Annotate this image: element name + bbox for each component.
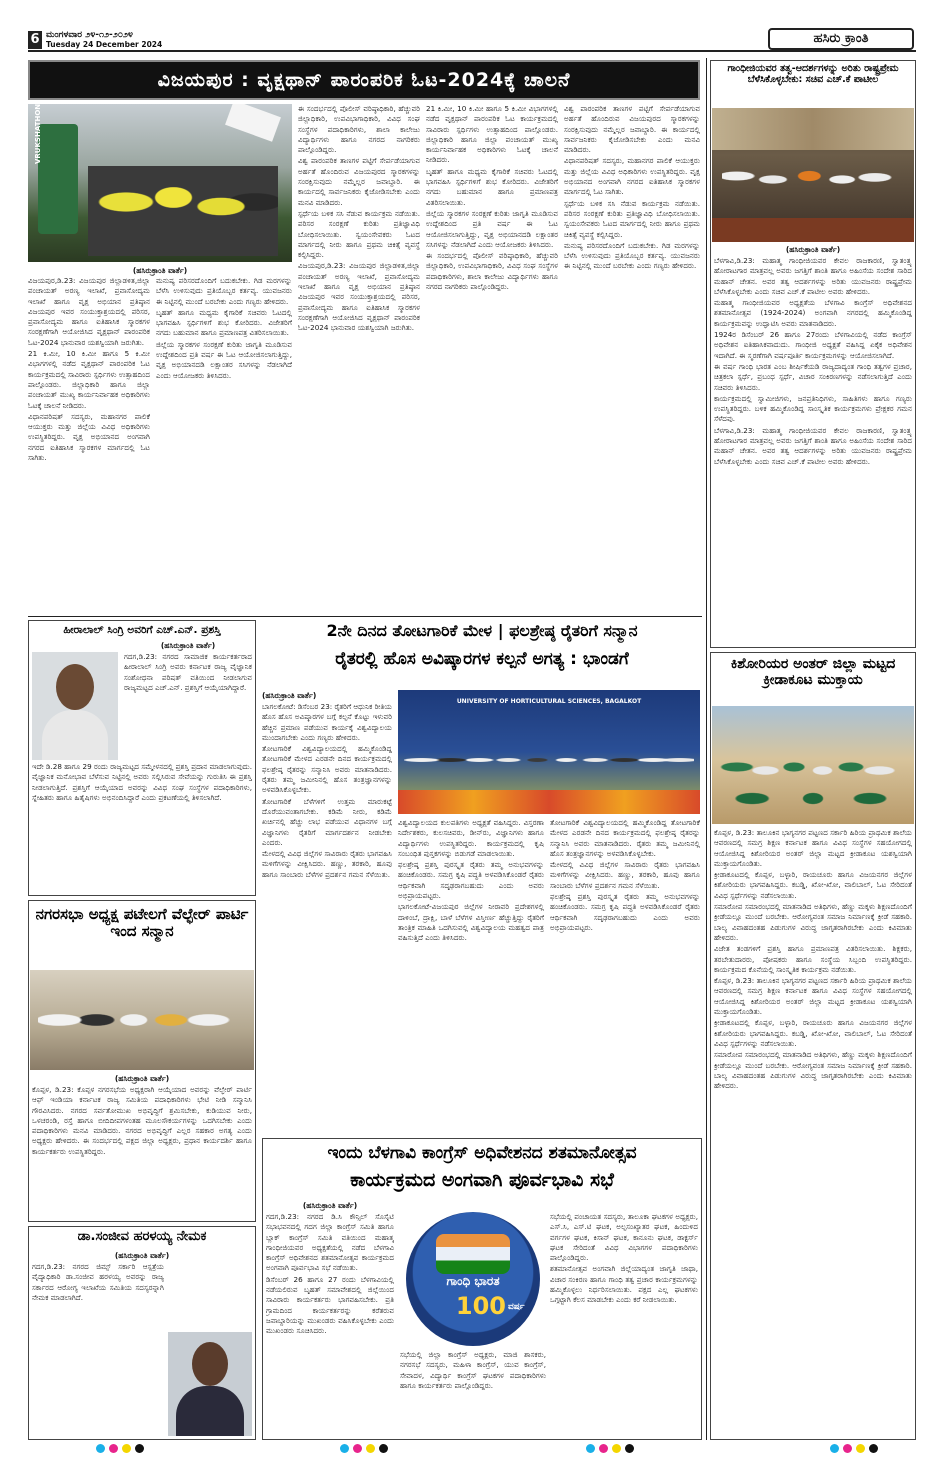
registration-dot	[366, 1444, 375, 1453]
thota-para-2: ತೋಟಗಾರಿಕೆ ವಿಶ್ವವಿದ್ಯಾಲಯದಲ್ಲಿ ಹಮ್ಮಿಕೊಂಡಿದ್ದ ತೋಟಗಾರಿಕೆ ಮೇಳದ ಎರಡನೇ ದಿನದ ಕಾರ್ಯಕ್ರಮದಲ್ಲಿ ಫಲಶ್ರೇಷ್ಠ ರೈತರನ್ನು ಸನ್ಮಾನಿಸಿ ಅವರು ಮಾತನಾಡಿದರು. ರೈತರು ತಮ್ಮ ಜಮೀನಿನಲ್ಲಿ ಹೊಸ ತಂತ್ರಜ್ಞಾನಗಳನ್ನು ಅಳವಡಿಸಿಕೊಳ್ಳಬೇಕು.	[262, 744, 392, 795]
registration-dot	[96, 1444, 105, 1453]
congress-col-1	[266, 1212, 394, 1436]
thota-para-6-cont: ಫಲಶ್ರೇಷ್ಠ ಪ್ರಶಸ್ತಿ ಪುರಸ್ಕೃತ ರೈತರು ತಮ್ಮ ಅನುಭವಗಳನ್ನು ಹಂಚಿಕೊಂಡರು. ಸಮಗ್ರ ಕೃಷಿ ಪದ್ಧತಿ ಅಳವಡಿಸಿಕೊಂಡರೆ ರೈತರು ಆರ್ಥಿಕವಾಗಿ ಸದೃಢರಾಗಬಹುದು ಎಂದು ಅವರು ಅಭಿಪ್ರಾಯಪಟ್ಟರು.	[550, 892, 700, 932]
congress-col-3	[550, 1212, 698, 1436]
congress-credit: (ಹಸಿರುಕ್ರಾಂತಿ ವಾರ್ತೆ)	[302, 1201, 358, 1210]
registration-dot	[340, 1444, 349, 1453]
gandhi-para-5: ಕಾರ್ಯಕ್ರಮದಲ್ಲಿ ಸ್ವಾಮೀಜಿಗಳು, ಜನಪ್ರತಿನಿಧಿಗಳು, ಸಾಹಿತಿಗಳು ಹಾಗೂ ಗಣ್ಯರು ಉಪಸ್ಥಿತರಿದ್ದರು. ಬಳಿಕ ಹಮ್ಮಿಕೊಂಡಿದ್ದ ಸಾಂಸ್ಕೃತಿಕ ಕಾರ್ಯಕ್ರಮಗಳು ಪ್ರೇಕ್ಷಕರ ಗಮನ ಸೆಳೆದವು.	[714, 393, 912, 424]
nagarasabha-headline: ನಗರಸಭಾ ಅಧ್ಯಕ್ಷ ಪಟೇಲಗೆ ವೆಲ್ಫೇರ್ ಪಾರ್ಟಿ ಇಂದ ಸನ್ಮಾನ	[35, 905, 249, 941]
thota-col-1	[262, 702, 392, 1136]
lead-para-9: ಸ್ಪರ್ಧೆಯ ಬಳಿಕ ಸಸಿ ನೆಡುವ ಕಾರ್ಯಕ್ರಮ ನಡೆಯಿತು. ಪರಿಸರ ಸಂರಕ್ಷಣೆ ಕುರಿತು ಪ್ರತಿಜ್ಞಾವಿಧಿ ಬೋಧಿಸಲಾಯಿತು. ಸ್ವಯಂಸೇವಕರು ಓಟದ ಮಾರ್ಗದಲ್ಲಿ ನೀರು ಹಾಗೂ ಪ್ರಥಮ ಚಿಕಿತ್ಸೆ ವ್ಯವಸ್ಥೆ ಕಲ್ಪಿಸಿದ್ದರು.	[298, 208, 420, 260]
kishori-group-photo	[712, 706, 914, 824]
registration-dot	[135, 1444, 144, 1453]
thota-col-2	[398, 818, 544, 1136]
gandhi-para-2: ಮಹಾತ್ಮ ಗಾಂಧೀಜಿಯವರ ಅಧ್ಯಕ್ಷತೆಯ ಬೆಳಗಾವಿ ಕಾಂಗ್ರೆಸ್ ಅಧಿವೇಶನದ ಶತಮಾನೋತ್ಸವ (1924-2024) ಅಂಗವಾಗಿ ನಗರದಲ್ಲಿ ಹಮ್ಮಿಕೊಂಡಿದ್ದ ಕಾರ್ಯಕ್ರಮವನ್ನು ಉದ್ಘಾಟಿಸಿ ಅವರು ಮಾತನಾಡಿದರು.	[714, 298, 912, 328]
thota-para-1: ಬಾಗಲಕೋಟೆ: ಡಿಸೆಂಬರ 23: ರೈತರಿಗೆ ಆಧುನಿಕ ರೀತಿಯ ಹೊಸ ಹೊಸ ಅವಿಷ್ಕಾರಗಳ ಬಗ್ಗೆ ಕಲ್ಪನೆ ಕೊಟ್ಟು ಇಳುವರಿ ಹೆಚ್ಚಿನ ಪ್ರಮಾಣ ಪಡೆಯುವ ಕಾರ್ಯಕ್ಕೆ ವಿಶ್ವವಿದ್ಯಾಲಯ ಮುಂದಾಗಬೇಕು ಎಂದು ಗಣ್ಯರು ಹೇಳಿದರು.	[262, 702, 392, 742]
page-number: 6	[28, 31, 42, 49]
lead-para-4: ಮನುಷ್ಯ ಪರಿಸರದೊಂದಿಗೆ ಬದುಕಬೇಕು. ಗಿಡ ಮರಗಳನ್ನು ಬೆಳೆಸಿ ಉಳಿಸುವುದು ಪ್ರತಿಯೊಬ್ಬರ ಕರ್ತವ್ಯ. ಯುವಜನರು ಈ ನಿಟ್ಟಿನಲ್ಲಿ ಮುಂದೆ ಬರಬೇಕು ಎಂದು ಗಣ್ಯರು ಹೇಳಿದರು.	[156, 276, 292, 306]
nagarasabha-body: ಕೊಪ್ಪಳ, ಡಿ.23: ಕೊಪ್ಪಳ ನಗರಸಭೆಯ ಅಧ್ಯಕ್ಷರಾಗಿ ಆಯ್ಕೆಯಾದ ಅವರನ್ನು ವೆಲ್ಫೇರ್ ಪಾರ್ಟಿ ಆಫ್ ಇಂಡಿಯಾ ಕರ್ನಾಟಕ ರಾಜ್ಯ ಸಮಿತಿಯ ಪದಾಧಿಕಾರಿಗಳು ಭೇಟಿ ನೀಡಿ ಸನ್ಮಾನಿಸಿ ಗೌರವಿಸಿದರು. ನಗರದ ಸರ್ವತೋಮುಖ ಅಭಿವೃದ್ಧಿಗೆ ಶ್ರಮಿಸಬೇಕು, ಕುಡಿಯುವ ನೀರು, ಒಳಚರಂಡಿ, ರಸ್ತೆ ಹಾಗೂ ಬೀದಿದೀಪಗಳಂತಹ ಮೂಲಸೌಕರ್ಯಗಳನ್ನು ಒದಗಿಸಬೇಕು ಎಂದು ಪದಾಧಿಕಾರಿಗಳು ಮನವಿ ಮಾಡಿದರು. ನಗರದ ಅಭಿವೃದ್ಧಿಗೆ ಎಲ್ಲರ ಸಹಕಾರ ಅಗತ್ಯ ಎಂದು ಅಧ್ಯಕ್ಷರು ಹೇಳಿದರು. ಈ ಸಂದರ್ಭದಲ್ಲಿ ಪಕ್ಷದ ಜಿಲ್ಲಾ ಅಧ್ಯಕ್ಷರು, ಪ್ರಧಾನ ಕಾರ್ಯದರ್ಶಿ ಹಾಗೂ ಕಾರ್ಯಕರ್ತರು ಉಪಸ್ಥಿತರಿದ್ದರು.	[32, 1085, 252, 1156]
registration-dot	[599, 1444, 608, 1453]
kishori-para-2: ಕ್ರೀಡಾಕೂಟದಲ್ಲಿ ಕೊಪ್ಪಳ, ಬಳ್ಳಾರಿ, ರಾಯಚೂರು ಹಾಗೂ ವಿಜಯನಗರ ಜಿಲ್ಲೆಗಳ ಕಿಶೋರಿಯರು ಭಾಗವಹಿಸಿದ್ದರು. ಕಬಡ್ಡಿ, ಖೋ-ಖೋ, ವಾಲಿಬಾಲ್, ಓಟ ಸೇರಿದಂತೆ ವಿವಿಧ ಸ್ಪರ್ಧೆಗಳನ್ನು ನಡೆಸಲಾಯಿತು.	[714, 870, 912, 900]
hiralal-portrait	[32, 652, 118, 760]
congress-para-5: ಶತಮಾನೋತ್ಸವ ಅಂಗವಾಗಿ ಜಿಲ್ಲೆಯಾದ್ಯಂತ ಜಾಗೃತಿ ಜಾಥಾ, ವಿಚಾರ ಸಂಕಿರಣ ಹಾಗೂ ಗಾಂಧಿ ತತ್ವ ಪ್ರಚಾರ ಕಾರ್ಯಕ್ರಮಗಳನ್ನು ಹಮ್ಮಿಕೊಳ್ಳಲು ನಿರ್ಧರಿಸಲಾಯಿತು. ಪಕ್ಷದ ಎಲ್ಲ ಘಟಕಗಳು ಒಗ್ಗಟ್ಟಾಗಿ ಕೆಲಸ ಮಾಡಬೇಕು ಎಂದು ಕರೆ ನೀಡಲಾಯಿತು.	[550, 1264, 698, 1305]
gandhi-para-1-cont: ಬೆಳಗಾವಿ,ಡಿ.23: ಮಹಾತ್ಮ ಗಾಂಧೀಜಿಯವರ ಕೇವಲ ರಾಜಕಾರಣಿ, ಸ್ವಾತಂತ್ರ್ಯ ಹೋರಾಟಗಾರ ಮಾತ್ರವಲ್ಲ ಅವರು ಜಗತ್ತಿಗೆ ಶಾಂತಿ ಹಾಗೂ ಅಹಿಂಸೆಯ ಸಂದೇಶ ಸಾರಿದ ಮಹಾನ್ ಚೇತನ. ಅವರ ತತ್ವ ಆದರ್ಶಗಳನ್ನು ಅರಿತು ಯುವಜನರು ರಾಷ್ಟ್ರಪ್ರೇಮ ಬೆಳೆಸಿಕೊಳ್ಳಬೇಕು ಎಂದು ಸಚಿವ ಎಚ್.ಕೆ ಪಾಟೀಲ ಅವರು ಹೇಳಿದರು.	[714, 425, 912, 466]
kishori-headline: ಕಿಶೋರಿಯರ ಅಂತರ್ ಜಿಲ್ಲಾ ಮಟ್ಟದ ಕ್ರೀಡಾಕೂಟ ಮುಕ್ತಾಯ	[730, 656, 896, 689]
hiralal-bottom-text: ಇದೇ ಡಿ.28 ಹಾಗೂ 29 ರಂದು ರಾಜ್ಯಮಟ್ಟದ ಸಮ್ಮೇಳನದಲ್ಲಿ ಪ್ರಶಸ್ತಿ ಪ್ರದಾನ ಮಾಡಲಾಗುವುದು. ವೈಜ್ಞಾನಿಕ ಮನೋಭಾವ ಬೆಳೆಸುವ ನಿಟ್ಟಿನಲ್ಲಿ ಅವರು ಸಲ್ಲಿಸಿರುವ ಸೇವೆಯನ್ನು ಗುರುತಿಸಿ ಈ ಪ್ರಶಸ್ತಿ ನೀಡಲಾಗುತ್ತಿದೆ. ಪ್ರಶಸ್ತಿಗೆ ಆಯ್ಕೆಯಾದ ಅವರನ್ನು ವಿವಿಧ ಸಂಘ ಸಂಸ್ಥೆಗಳ ಪದಾಧಿಕಾರಿಗಳು, ಸ್ನೇಹಿತರು ಹಾಗೂ ಹಿತೈಷಿಗಳು ಅಭಿನಂದಿಸಿದ್ದಾರೆ ಎಂದು ಪ್ರಕಟಣೆಯಲ್ಲಿ ತಿಳಿಸಲಾಗಿದೆ.	[32, 762, 252, 802]
sanjeeva-headline: ಡಾ.ಸಂಜೀವ ಹರಳಯ್ಯ ನೇಮಕ	[77, 1229, 207, 1244]
lead-para-7-repeat: ಈ ಸಂದರ್ಭದಲ್ಲಿ ಪೊಲೀಸ್ ವರಿಷ್ಠಾಧಿಕಾರಿ, ಹೆಚ್ಚುವರಿ ಜಿಲ್ಲಾಧಿಕಾರಿ, ಉಪವಿಭಾಗಾಧಿಕಾರಿ, ವಿವಿಧ ಸಂಘ ಸಂಸ್ಥೆಗಳ ಪದಾಧಿಕಾರಿಗಳು, ಶಾಲಾ ಕಾಲೇಜು ವಿದ್ಯಾರ್ಥಿಗಳು ಹಾಗೂ ನಗರದ ನಾಗರಿಕರು ಪಾಲ್ಗೊಂಡಿದ್ದರು.	[426, 251, 558, 292]
thota-headline-1: 2ನೇ ದಿನದ ತೋಟಗಾರಿಕೆ ಮೇಳ | ಫಲಶ್ರೇಷ್ಠ ರೈತರಿಗೆ ಸನ್ಮಾನ	[326, 621, 638, 640]
gandhi-body	[714, 256, 912, 644]
thota-col-3	[550, 818, 700, 1136]
column-divider	[706, 58, 707, 1440]
hiralal-top-text: ಗದಗ,ಡಿ.23: ನಗರದ ಸಾಮಾಜಿಕ ಕಾರ್ಯಕರ್ತರಾದ ಹೀರಾಲಾಲ್ ಸಿಂಗ್ರಿ ಅವರು ಕರ್ನಾಟಕ ರಾಜ್ಯ ವೈಜ್ಞಾನಿಕ ಸಂಶೋಧನಾ ಪರಿಷತ್ ವತಿಯಿಂದ ನೀಡಲಾಗುವ ರಾಜ್ಯಮಟ್ಟದ ಎಚ್.ಎನ್. ಪ್ರಶಸ್ತಿಗೆ ಆಯ್ಕೆಯಾಗಿದ್ದಾರೆ.	[124, 652, 252, 692]
gandhi-event-photo	[712, 108, 914, 242]
registration-dot	[843, 1444, 852, 1453]
lead-para-5-repeat: ಬೃಹತ್ ಹಾಗೂ ಮಧ್ಯಮ ಕೈಗಾರಿಕೆ ಸಚಿವರು ಓಟದಲ್ಲಿ ಭಾಗವಹಿಸಿ ಸ್ಪರ್ಧಿಗಳಿಗೆ ಶುಭ ಕೋರಿದರು. ವಿಜೇತರಿಗೆ ನಗದು ಬಹುಮಾನ ಹಾಗೂ ಪ್ರಮಾಣಪತ್ರ ವಿತರಿಸಲಾಯಿತು.	[426, 166, 558, 207]
thota-para-3: ತೋಟಗಾರಿಕೆ ಬೆಳೆಗಳಿಗೆ ಉತ್ತಮ ಮಾರುಕಟ್ಟೆ ದೊರೆಯುವಂತಾಗಬೇಕು. ಕಡಿಮೆ ನೀರು, ಕಡಿಮೆ ಖರ್ಚಿನಲ್ಲಿ ಹೆಚ್ಚು ಲಾಭ ಪಡೆಯುವ ವಿಧಾನಗಳ ಬಗ್ಗೆ ವಿಜ್ಞಾನಿಗಳು ರೈತರಿಗೆ ಮಾರ್ಗದರ್ಶನ ನೀಡಬೇಕು ಎಂದರು.	[262, 796, 392, 847]
kishori-para-1-cont: ಕೊಪ್ಪಳ, ಡಿ.23: ತಾಲೂಕಿನ ಭಾಗ್ಯನಗರ ಪಟ್ಟಣದ ಸರ್ಕಾರಿ ಹಿರಿಯ ಪ್ರಾಥಮಿಕ ಶಾಲೆಯ ಆವರಣದಲ್ಲಿ ಸಮಗ್ರ ಶಿಕ್ಷಣ ಕರ್ನಾಟಕ ಹಾಗೂ ವಿವಿಧ ಸಂಸ್ಥೆಗಳ ಸಹಯೋಗದಲ್ಲಿ ಆಯೋಜಿಸಿದ್ದ ಕಿಶೋರಿಯರ ಅಂತರ್ ಜಿಲ್ಲಾ ಮಟ್ಟದ ಕ್ರೀಡಾಕೂಟ ಯಶಸ್ವಿಯಾಗಿ ಮುಕ್ತಾಯಗೊಂಡಿತು.	[714, 976, 912, 1017]
gandhi-para-3: 1924ರ ಡಿಸೆಂಬರ್ 26 ಹಾಗೂ 27ರಂದು ಬೆಳಗಾವಿಯಲ್ಲಿ ನಡೆದ ಕಾಂಗ್ರೆಸ್ ಅಧಿವೇಶನ ಐತಿಹಾಸಿಕವಾದುದು. ಗಾಂಧೀಜಿ ಅಧ್ಯಕ್ಷತೆ ವಹಿಸಿದ್ದ ಏಕೈಕ ಅಧಿವೇಶನ ಇದಾಗಿದೆ. ಈ ಸ್ಮರಣೆಗಾಗಿ ವರ್ಷಪೂರ್ತಿ ಕಾರ್ಯಕ್ರಮಗಳನ್ನು ಆಯೋಜಿಸಲಾಗಿದೆ.	[714, 330, 912, 360]
kishori-body	[714, 828, 912, 1436]
congress-para-1: ಗದಗ,ಡಿ.23: ನಗರದ ಡಿ.ಸಿ ಕೌನ್ಸಿಲ್ ಸೊಸೈಟಿ ಸಭಾಭವನದಲ್ಲಿ ಗದಗ ಜಿಲ್ಲಾ ಕಾಂಗ್ರೆಸ್ ಸಮಿತಿ ಹಾಗೂ ಬ್ಲಾಕ್ ಕಾಂಗ್ರೆಸ್ ಸಮಿತಿ ವತಿಯಿಂದ ಮಹಾತ್ಮ ಗಾಂಧೀಜಿಯವರ ಅಧ್ಯಕ್ಷತೆಯಲ್ಲಿ ನಡೆದ ಬೆಳಗಾವಿ ಕಾಂಗ್ರೆಸ್ ಅಧಿವೇಶನದ ಶತಮಾನೋತ್ಸವ ಕಾರ್ಯಕ್ರಮದ ಅಂಗವಾಗಿ ಪೂರ್ವಭಾವಿ ಸಭೆ ನಡೆಯಿತು.	[266, 1212, 394, 1273]
gandhi-headline: ಗಾಂಧೀಜಿಯವರ ತತ್ವ-ಆದರ್ಶಗಳನ್ನು ಅರಿತು ರಾಷ್ಟ್ರಪ್ರೇಮ ಬೆಳೆಸಿಕೊಳ್ಳಬೇಕು: ಸಚಿವ ಎಚ್.ಕೆ ಪಾಟೀಲ	[727, 63, 899, 85]
hiralal-credit: (ಹಸಿರುಕ್ರಾಂತಿ ವಾರ್ತೆ)	[160, 641, 216, 650]
lead-para-2: 21 ಕಿ.ಮೀ, 10 ಕಿ.ಮೀ ಹಾಗೂ 5 ಕಿ.ಮೀ ವಿಭಾಗಗಳಲ್ಲಿ ನಡೆದ ವೃಕ್ಷಥಾನ್ ಪಾರಂಪರಿಕ ಓಟ ಕಾರ್ಯಕ್ರಮದಲ್ಲಿ ಸಾವಿರಾರು ಸ್ಪರ್ಧಿಗಳು ಉತ್ಸಾಹದಿಂದ ಪಾಲ್ಗೊಂಡರು. ಜಿಲ್ಲಾಧಿಕಾರಿ ಹಾಗೂ ಜಿಲ್ಲಾ ಪಂಚಾಯತ್ ಮುಖ್ಯ ಕಾರ್ಯನಿರ್ವಾಹಕ ಅಧಿಕಾರಿಗಳು ಓಟಕ್ಕೆ ಚಾಲನೆ ನೀಡಿದರು.	[28, 349, 150, 410]
lead-para-8: ವಿಶ್ವ ಪಾರಂಪರಿಕ ತಾಣಗಳ ಪಟ್ಟಿಗೆ ಸೇರ್ಪಡೆಯಾಗುವ ಅರ್ಹತೆ ಹೊಂದಿರುವ ವಿಜಯಪುರದ ಸ್ಮಾರಕಗಳನ್ನು ಸಂರಕ್ಷಿಸುವುದು ನಮ್ಮೆಲ್ಲರ ಜವಾಬ್ದಾರಿ. ಈ ಕಾರ್ಯದಲ್ಲಿ ಸಾರ್ವಜನಿಕರು ಕೈಜೋಡಿಸಬೇಕು ಎಂದು ಮನವಿ ಮಾಡಿದರು.	[298, 156, 420, 207]
thota-para-4-cont: ಮೇಳದಲ್ಲಿ ವಿವಿಧ ಜಿಲ್ಲೆಗಳ ಸಾವಿರಾರು ರೈತರು ಭಾಗವಹಿಸಿ ಮಳಿಗೆಗಳನ್ನು ವೀಕ್ಷಿಸಿದರು. ಹಣ್ಣು, ತರಕಾರಿ, ಹೂವು ಹಾಗೂ ಸಾಂಬಾರು ಬೆಳೆಗಳ ಪ್ರದರ್ಶನ ಗಮನ ಸೆಳೆಯಿತು.	[550, 860, 700, 890]
registration-dot	[353, 1444, 362, 1453]
sanjeeva-portrait	[168, 1332, 252, 1436]
congress-para-4: ಸಭೆಯಲ್ಲಿ ಪಂಚಾಯತ ಸದಸ್ಯರು, ತಾಲೂಕಾ ಘಟಕಗಳ ಅಧ್ಯಕ್ಷರು, ಎಸ್.ಸಿ, ಎಸ್.ಟಿ ಘಟಕ, ಅಲ್ಪಸಂಖ್ಯಾತರ ಘಟಕ, ಹಿಂದುಳಿದ ವರ್ಗಗಳ ಘಟಕ, ಕಿಸಾನ್ ಘಟಕ, ಕಾನೂನು ಘಟಕ, ಡಾಕ್ಟರ್ಸ್ ಘಟಕ ಸೇರಿದಂತೆ ವಿವಿಧ ವಿಭಾಗಗಳ ಪದಾಧಿಕಾರಿಗಳು ಪಾಲ್ಗೊಂಡಿದ್ದರು.	[550, 1212, 698, 1263]
registration-dot	[830, 1444, 839, 1453]
congress-para-2: ಡಿಸೆಂಬರ್ 26 ಹಾಗೂ 27 ರಂದು ಬೆಳಗಾವಿಯಲ್ಲಿ ನಡೆಯಲಿರುವ ಬೃಹತ್ ಸಮಾವೇಶದಲ್ಲಿ ಜಿಲ್ಲೆಯಿಂದ ಸಾವಿರಾರು ಕಾರ್ಯಕರ್ತರು ಭಾಗವಹಿಸಬೇಕು. ಪ್ರತಿ ಗ್ರಾಮದಿಂದ ಕಾರ್ಯಕರ್ತರನ್ನು ಕರೆತರುವ ಜವಾಬ್ದಾರಿಯನ್ನು ಮುಖಂಡರು ವಹಿಸಿಕೊಳ್ಳಬೇಕು ಎಂದು ಮುಖಂಡರು ಸೂಚಿಸಿದರು.	[266, 1274, 394, 1336]
lead-para-6: ಜಿಲ್ಲೆಯ ಸ್ಮಾರಕಗಳ ಸಂರಕ್ಷಣೆ ಕುರಿತು ಜಾಗೃತಿ ಮೂಡಿಸುವ ಉದ್ದೇಶದಿಂದ ಪ್ರತಿ ವರ್ಷ ಈ ಓಟ ಆಯೋಜಿಸಲಾಗುತ್ತಿದ್ದು, ವೃಕ್ಷ ಅಭಿಯಾನದಡಿ ಲಕ್ಷಾಂತರ ಸಸಿಗಳನ್ನು ನೆಡಲಾಗಿದೆ ಎಂದು ಆಯೋಜಕರು ತಿಳಿಸಿದರು.	[156, 339, 292, 380]
logo-title: ಗಾಂಧಿ ಭಾರತ	[446, 1274, 500, 1288]
lead-para-9-repeat: ಸ್ಪರ್ಧೆಯ ಬಳಿಕ ಸಸಿ ನೆಡುವ ಕಾರ್ಯಕ್ರಮ ನಡೆಯಿತು. ಪರಿಸರ ಸಂರಕ್ಷಣೆ ಕುರಿತು ಪ್ರತಿಜ್ಞಾವಿಧಿ ಬೋಧಿಸಲಾಯಿತು. ಸ್ವಯಂಸೇವಕರು ಓಟದ ಮಾರ್ಗದಲ್ಲಿ ನೀರು ಹಾಗೂ ಪ್ರಥಮ ಚಿಕಿತ್ಸೆ ವ್ಯವಸ್ಥೆ ಕಲ್ಪಿಸಿದ್ದರು.	[564, 198, 700, 239]
lead-col-3	[298, 104, 420, 614]
kishori-para-4: ವಿಜೇತ ತಂಡಗಳಿಗೆ ಪ್ರಶಸ್ತಿ ಹಾಗೂ ಪ್ರಮಾಣಪತ್ರ ವಿತರಿಸಲಾಯಿತು. ಶಿಕ್ಷಕರು, ತರಬೇತುದಾರರು, ಪೋಷಕರು ಹಾಗೂ ಸಂಸ್ಥೆಯ ಸಿಬ್ಬಂದಿ ಉಪಸ್ಥಿತರಿದ್ದರು. ಕಾರ್ಯಕ್ರಮದ ಕೊನೆಯಲ್ಲಿ ಸಾಂಸ್ಕೃತಿಕ ಕಾರ್ಯಕ್ರಮ ನಡೆಯಿತು.	[714, 944, 912, 974]
lead-para-7: ಈ ಸಂದರ್ಭದಲ್ಲಿ ಪೊಲೀಸ್ ವರಿಷ್ಠಾಧಿಕಾರಿ, ಹೆಚ್ಚುವರಿ ಜಿಲ್ಲಾಧಿಕಾರಿ, ಉಪವಿಭಾಗಾಧಿಕಾರಿ, ವಿವಿಧ ಸಂಘ ಸಂಸ್ಥೆಗಳ ಪದಾಧಿಕಾರಿಗಳು, ಶಾಲಾ ಕಾಲೇಜು ವಿದ್ಯಾರ್ಥಿಗಳು ಹಾಗೂ ನಗರದ ನಾಗರಿಕರು ಪಾಲ್ಗೊಂಡಿದ್ದರು.	[298, 104, 420, 155]
lead-para-3-repeat: ವಿಧಾನಪರಿಷತ್ ಸದಸ್ಯರು, ಮಹಾನಗರ ಪಾಲಿಕೆ ಆಯುಕ್ತರು ಮತ್ತು ಜಿಲ್ಲೆಯ ವಿವಿಧ ಅಧಿಕಾರಿಗಳು ಉಪಸ್ಥಿತರಿದ್ದರು. ವೃಕ್ಷ ಅಭಿಯಾನದ ಅಂಗವಾಗಿ ನಗರದ ಐತಿಹಾಸಿಕ ಸ್ಮಾರಕಗಳ ಮಾರ್ಗದಲ್ಲಿ ಓಟ ಸಾಗಿತು.	[564, 156, 700, 197]
kishori-para-3-cont: ಸಮಾರೋಪ ಸಮಾರಂಭದಲ್ಲಿ ಮಾತನಾಡಿದ ಅತಿಥಿಗಳು, ಹೆಣ್ಣು ಮಕ್ಕಳು ಶಿಕ್ಷಣದೊಂದಿಗೆ ಕ್ರೀಡೆಯಲ್ಲೂ ಮುಂದೆ ಬರಬೇಕು. ಆರೋಗ್ಯವಂತ ಸಮಾಜ ನಿರ್ಮಾಣಕ್ಕೆ ಕ್ರೀಡೆ ಸಹಕಾರಿ. ಬಾಲ್ಯ ವಿವಾಹದಂತಹ ಪಿಡುಗುಗಳ ವಿರುದ್ಧ ಜಾಗೃತರಾಗಿರಬೇಕು ಎಂದು ಕಿವಿಮಾತು ಹೇಳಿದರು.	[714, 1050, 912, 1091]
logo-number: 100	[455, 1292, 506, 1320]
lead-para-8-repeat: ವಿಶ್ವ ಪಾರಂಪರಿಕ ತಾಣಗಳ ಪಟ್ಟಿಗೆ ಸೇರ್ಪಡೆಯಾಗುವ ಅರ್ಹತೆ ಹೊಂದಿರುವ ವಿಜಯಪುರದ ಸ್ಮಾರಕಗಳನ್ನು ಸಂರಕ್ಷಿಸುವುದು ನಮ್ಮೆಲ್ಲರ ಜವಾಬ್ದಾರಿ. ಈ ಕಾರ್ಯದಲ್ಲಿ ಸಾರ್ವಜನಿಕರು ಕೈಜೋಡಿಸಬೇಕು ಎಂದು ಮನವಿ ಮಾಡಿದರು.	[564, 104, 700, 155]
lead-para-5: ಬೃಹತ್ ಹಾಗೂ ಮಧ್ಯಮ ಕೈಗಾರಿಕೆ ಸಚಿವರು ಓಟದಲ್ಲಿ ಭಾಗವಹಿಸಿ ಸ್ಪರ್ಧಿಗಳಿಗೆ ಶುಭ ಕೋರಿದರು. ವಿಜೇತರಿಗೆ ನಗದು ಬಹುಮಾನ ಹಾಗೂ ಪ್ರಮಾಣಪತ್ರ ವಿತರಿಸಲಾಯಿತು.	[156, 307, 292, 338]
paper-name: ಹಸಿರು ಕ್ರಾಂತಿ	[813, 31, 869, 46]
kannada-date: ಮಂಗಳವಾರ ೨೪-೧೨-೨೦೨೪	[46, 30, 133, 40]
kishori-para-1: ಕೊಪ್ಪಳ, ಡಿ.23: ತಾಲೂಕಿನ ಭಾಗ್ಯನಗರ ಪಟ್ಟಣದ ಸರ್ಕಾರಿ ಹಿರಿಯ ಪ್ರಾಥಮಿಕ ಶಾಲೆಯ ಆವರಣದಲ್ಲಿ ಸಮಗ್ರ ಶಿಕ್ಷಣ ಕರ್ನಾಟಕ ಹಾಗೂ ವಿವಿಧ ಸಂಸ್ಥೆಗಳ ಸಹಯೋಗದಲ್ಲಿ ಆಯೋಜಿಸಿದ್ದ ಕಿಶೋರಿಯರ ಅಂತರ್ ಜಿಲ್ಲಾ ಮಟ್ಟದ ಕ್ರೀಡಾಕೂಟ ಯಶಸ್ವಿಯಾಗಿ ಮುಕ್ತಾಯಗೊಂಡಿತು.	[714, 828, 912, 868]
kishori-para-2-cont: ಕ್ರೀಡಾಕೂಟದಲ್ಲಿ ಕೊಪ್ಪಳ, ಬಳ್ಳಾರಿ, ರಾಯಚೂರು ಹಾಗೂ ವಿಜಯನಗರ ಜಿಲ್ಲೆಗಳ ಕಿಶೋರಿಯರು ಭಾಗವಹಿಸಿದ್ದರು. ಕಬಡ್ಡಿ, ಖೋ-ಖೋ, ವಾಲಿಬಾಲ್, ಓಟ ಸೇರಿದಂತೆ ವಿವಿಧ ಸ್ಪರ್ಧೆಗಳನ್ನು ನಡೆಸಲಾಯಿತು.	[714, 1018, 912, 1048]
congress-headline-1: ಇಂದು ಬೆಳಗಾವಿ ಕಾಂಗ್ರೆಸ್ ಅಧಿವೇಶನದ ಶತಮಾನೋತ್ಸವ	[327, 1143, 637, 1163]
registration-dot	[122, 1444, 131, 1453]
event-banner-text: VRUKSHATHON	[34, 104, 42, 164]
congress-headline-2: ಕಾರ್ಯಕ್ರಮದ ಅಂಗವಾಗಿ ಪೂರ್ವಭಾವಿ ಸಭೆ	[350, 1169, 614, 1191]
gandhi-para-1: ಬೆಳಗಾವಿ,ಡಿ.23: ಮಹಾತ್ಮ ಗಾಂಧೀಜಿಯವರ ಕೇವಲ ರಾಜಕಾರಣಿ, ಸ್ವಾತಂತ್ರ್ಯ ಹೋರಾಟಗಾರ ಮಾತ್ರವಲ್ಲ ಅವರು ಜಗತ್ತಿಗೆ ಶಾಂತಿ ಹಾಗೂ ಅಹಿಂಸೆಯ ಸಂದೇಶ ಸಾರಿದ ಮಹಾನ್ ಚೇತನ. ಅವರ ತತ್ವ ಆದರ್ಶಗಳನ್ನು ಅರಿತು ಯುವಜನರು ರಾಷ್ಟ್ರಪ್ರೇಮ ಬೆಳೆಸಿಕೊಳ್ಳಬೇಕು ಎಂದು ಸಚಿವ ಎಚ್.ಕೆ ಪಾಟೀಲ ಅವರು ಹೇಳಿದರು.	[714, 256, 912, 296]
nagarasabha-credit: (ಹಸಿರುಕ್ರಾಂತಿ ವಾರ್ತೆ)	[114, 1074, 170, 1083]
registration-dot	[612, 1444, 621, 1453]
hiralal-headline: ಹೀರಾಲಾಲ್ ಸಿಂಗ್ರಿ ಅವರಿಗೆ ಎಚ್.ಎನ್. ಪ್ರಶಸ್ತಿ	[63, 624, 221, 636]
thota-para-5: ವಿಶ್ವವಿದ್ಯಾಲಯದ ಕುಲಪತಿಗಳು ಅಧ್ಯಕ್ಷತೆ ವಹಿಸಿದ್ದರು. ವಿಸ್ತರಣಾ ನಿರ್ದೇಶಕರು, ಕುಲಸಚಿವರು, ಡೀನ್‌ರು, ವಿಜ್ಞಾನಿಗಳು ಹಾಗೂ ವಿದ್ಯಾರ್ಥಿಗಳು ಉಪಸ್ಥಿತರಿದ್ದರು. ಕಾರ್ಯಕ್ರಮದಲ್ಲಿ ಕೃಷಿ ಸಂಬಂಧಿತ ಪುಸ್ತಕಗಳನ್ನು ಬಿಡುಗಡೆ ಮಾಡಲಾಯಿತು.	[398, 818, 544, 858]
lead-col-1	[28, 276, 150, 614]
lead-para-6-repeat: ಜಿಲ್ಲೆಯ ಸ್ಮಾರಕಗಳ ಸಂರಕ್ಷಣೆ ಕುರಿತು ಜಾಗೃತಿ ಮೂಡಿಸುವ ಉದ್ದೇಶದಿಂದ ಪ್ರತಿ ವರ್ಷ ಈ ಓಟ ಆಯೋಜಿಸಲಾಗುತ್ತಿದ್ದು, ವೃಕ್ಷ ಅಭಿಯಾನದಡಿ ಲಕ್ಷಾಂತರ ಸಸಿಗಳನ್ನು ನೆಡಲಾಗಿದೆ ಎಂದು ಆಯೋಜಕರು ತಿಳಿಸಿದರು.	[426, 208, 558, 249]
lead-para-1-repeat: ವಿಜಯಪುರ,ಡಿ.23: ವಿಜಯಪುರ ಜಿಲ್ಲಾಡಳಿತ,ಜಿಲ್ಲಾ ಪಂಚಾಯತ್ ಅರಣ್ಯ ಇಲಾಖೆ, ಪ್ರವಾಸೋದ್ಯಮ ಇಲಾಖೆ ಹಾಗೂ ವೃಕ್ಷ ಅಭಿಯಾನ ಪ್ರತಿಷ್ಠಾನ ವಿಜಯಪುರ ಇವರ ಸಂಯುಕ್ತಾಶ್ರಯದಲ್ಲಿ ಪರಿಸರ, ಪ್ರವಾಸೋದ್ಯಮ ಹಾಗೂ ಐತಿಹಾಸಿಕ ಸ್ಮಾರಕಗಳ ಸಂರಕ್ಷಣೆಗಾಗಿ ಆಯೋಜಿಸಿದ ವೃಕ್ಷಥಾನ್ ಪಾರಂಪರಿಕ ಓಟ-2024 ಭಾನುವಾರ ಯಶಸ್ವಿಯಾಗಿ ಜರುಗಿತು.	[298, 261, 420, 333]
nagarasabha-photo	[30, 970, 254, 1070]
thota-para-4: ಮೇಳದಲ್ಲಿ ವಿವಿಧ ಜಿಲ್ಲೆಗಳ ಸಾವಿರಾರು ರೈತರು ಭಾಗವಹಿಸಿ ಮಳಿಗೆಗಳನ್ನು ವೀಕ್ಷಿಸಿದರು. ಹಣ್ಣು, ತರಕಾರಿ, ಹೂವು ಹಾಗೂ ಸಾಂಬಾರು ಬೆಳೆಗಳ ಪ್ರದರ್ಶನ ಗಮನ ಸೆಳೆಯಿತು.	[262, 849, 392, 879]
lead-col-5	[564, 104, 700, 614]
thota-para-2-cont: ತೋಟಗಾರಿಕೆ ವಿಶ್ವವಿದ್ಯಾಲಯದಲ್ಲಿ ಹಮ್ಮಿಕೊಂಡಿದ್ದ ತೋಟಗಾರಿಕೆ ಮೇಳದ ಎರಡನೇ ದಿನದ ಕಾರ್ಯಕ್ರಮದಲ್ಲಿ ಫಲಶ್ರೇಷ್ಠ ರೈತರನ್ನು ಸನ್ಮಾನಿಸಿ ಅವರು ಮಾತನಾಡಿದರು. ರೈತರು ತಮ್ಮ ಜಮೀನಿನಲ್ಲಿ ಹೊಸ ತಂತ್ರಜ್ಞಾನಗಳನ್ನು ಅಳವಡಿಸಿಕೊಳ್ಳಬೇಕು.	[550, 818, 700, 858]
registration-dot	[869, 1444, 878, 1453]
registration-marks	[0, 1444, 945, 1456]
congress-col-2	[400, 1350, 546, 1436]
lead-bottom-rule	[28, 616, 702, 617]
gandhi-para-4: ಈ ವರ್ಷ ಗಾಂಧಿ ಭಾರತ ಎಂಬ ಶೀರ್ಷಿಕೆಯಡಿ ರಾಜ್ಯದಾದ್ಯಂತ ಗಾಂಧಿ ತತ್ವಗಳ ಪ್ರಚಾರ, ಚಿತ್ರಕಲಾ ಸ್ಪರ್ಧೆ, ಪ್ರಬಂಧ ಸ್ಪರ್ಧೆ, ವಿಚಾರ ಸಂಕಿರಣಗಳನ್ನು ನಡೆಸಲಾಗುತ್ತಿದೆ ಎಂದು ಸಚಿವರು ತಿಳಿಸಿದರು.	[714, 361, 912, 392]
gandhi-credit: (ಹಸಿರುಕ್ರಾಂತಿ ವಾರ್ತೆ)	[785, 245, 841, 254]
kishori-para-3: ಸಮಾರೋಪ ಸಮಾರಂಭದಲ್ಲಿ ಮಾತನಾಡಿದ ಅತಿಥಿಗಳು, ಹೆಣ್ಣು ಮಕ್ಕಳು ಶಿಕ್ಷಣದೊಂದಿಗೆ ಕ್ರೀಡೆಯಲ್ಲೂ ಮುಂದೆ ಬರಬೇಕು. ಆರೋಗ್ಯವಂತ ಸಮಾಜ ನಿರ್ಮಾಣಕ್ಕೆ ಕ್ರೀಡೆ ಸಹಕಾರಿ. ಬಾಲ್ಯ ವಿವಾಹದಂತಹ ಪಿಡುಗುಗಳ ವಿರುದ್ಧ ಜಾಗೃತರಾಗಿರಬೇಕು ಎಂದು ಕಿವಿಮಾತು ಹೇಳಿದರು.	[714, 902, 912, 942]
lead-headline-bar	[28, 60, 700, 100]
registration-dot	[109, 1444, 118, 1453]
registration-dot	[379, 1444, 388, 1453]
thota-headline-2: ರೈತರಲ್ಲಿ ಹೊಸ ಅವಿಷ್ಕಾರಗಳ ಕಲ್ಪನೆ ಅಗತ್ಯ : ಭಾಂಡಗೆ	[335, 649, 629, 669]
thota-credit: (ಹಸಿರುಕ್ರಾಂತಿ ವಾರ್ತೆ)	[262, 691, 317, 700]
lead-para-4-repeat: ಮನುಷ್ಯ ಪರಿಸರದೊಂದಿಗೆ ಬದುಕಬೇಕು. ಗಿಡ ಮರಗಳನ್ನು ಬೆಳೆಸಿ ಉಳಿಸುವುದು ಪ್ರತಿಯೊಬ್ಬರ ಕರ್ತವ್ಯ. ಯುವಜನರು ಈ ನಿಟ್ಟಿನಲ್ಲಿ ಮುಂದೆ ಬರಬೇಕು ಎಂದು ಗಣ್ಯರು ಹೇಳಿದರು.	[564, 240, 700, 271]
university-banner: UNIVERSITY OF HORTICULTURAL SCIENCES, BAGALKOT	[456, 698, 642, 705]
thota-ceremony-photo	[398, 690, 700, 814]
sanjeeva-credit: (ಹಸಿರುಕ್ರಾಂತಿ ವಾರ್ತೆ)	[114, 1251, 170, 1260]
registration-dot	[586, 1444, 595, 1453]
lead-credit: (ಹಸಿರುಕ್ರಾಂತಿ ವಾರ್ತೆ)	[132, 266, 188, 275]
lead-para-3: ವಿಧಾನಪರಿಷತ್ ಸದಸ್ಯರು, ಮಹಾನಗರ ಪಾಲಿಕೆ ಆಯುಕ್ತರು ಮತ್ತು ಜಿಲ್ಲೆಯ ವಿವಿಧ ಅಧಿಕಾರಿಗಳು ಉಪಸ್ಥಿತರಿದ್ದರು. ವೃಕ್ಷ ಅಭಿಯಾನದ ಅಂಗವಾಗಿ ನಗರದ ಐತಿಹಾಸಿಕ ಸ್ಮಾರಕಗಳ ಮಾರ್ಗದಲ್ಲಿ ಓಟ ಸಾಗಿತು.	[28, 411, 150, 463]
lead-para-2-repeat: 21 ಕಿ.ಮೀ, 10 ಕಿ.ಮೀ ಹಾಗೂ 5 ಕಿ.ಮೀ ವಿಭಾಗಗಳಲ್ಲಿ ನಡೆದ ವೃಕ್ಷಥಾನ್ ಪಾರಂಪರಿಕ ಓಟ ಕಾರ್ಯಕ್ರಮದಲ್ಲಿ ಸಾವಿರಾರು ಸ್ಪರ್ಧಿಗಳು ಉತ್ಸಾಹದಿಂದ ಪಾಲ್ಗೊಂಡರು. ಜಿಲ್ಲಾಧಿಕಾರಿ ಹಾಗೂ ಜಿಲ್ಲಾ ಪಂಚಾಯತ್ ಮುಖ್ಯ ಕಾರ್ಯನಿರ್ವಾಹಕ ಅಧಿಕಾರಿಗಳು ಓಟಕ್ಕೆ ಚಾಲನೆ ನೀಡಿದರು.	[426, 104, 558, 165]
masthead	[28, 30, 916, 52]
thota-para-6: ಫಲಶ್ರೇಷ್ಠ ಪ್ರಶಸ್ತಿ ಪುರಸ್ಕೃತ ರೈತರು ತಮ್ಮ ಅನುಭವಗಳನ್ನು ಹಂಚಿಕೊಂಡರು. ಸಮಗ್ರ ಕೃಷಿ ಪದ್ಧತಿ ಅಳವಡಿಸಿಕೊಂಡರೆ ರೈತರು ಆರ್ಥಿಕವಾಗಿ ಸದೃಢರಾಗಬಹುದು ಎಂದು ಅವರು ಅಭಿಪ್ರಾಯಪಟ್ಟರು.	[398, 860, 544, 901]
lead-para-1: ವಿಜಯಪುರ,ಡಿ.23: ವಿಜಯಪುರ ಜಿಲ್ಲಾಡಳಿತ,ಜಿಲ್ಲಾ ಪಂಚಾಯತ್ ಅರಣ್ಯ ಇಲಾಖೆ, ಪ್ರವಾಸೋದ್ಯಮ ಇಲಾಖೆ ಹಾಗೂ ವೃಕ್ಷ ಅಭಿಯಾನ ಪ್ರತಿಷ್ಠಾನ ವಿಜಯಪುರ ಇವರ ಸಂಯುಕ್ತಾಶ್ರಯದಲ್ಲಿ ಪರಿಸರ, ಪ್ರವಾಸೋದ್ಯಮ ಹಾಗೂ ಐತಿಹಾಸಿಕ ಸ್ಮಾರಕಗಳ ಸಂರಕ್ಷಣೆಗಾಗಿ ಆಯೋಜಿಸಿದ ವೃಕ್ಷಥಾನ್ ಪಾರಂಪರಿಕ ಓಟ-2024 ಭಾನುವಾರ ಯಶಸ್ವಿಯಾಗಿ ಜರುಗಿತು.	[28, 276, 150, 347]
english-date: Tuesday 24 December 2024	[46, 40, 163, 49]
lead-col-2	[156, 276, 292, 614]
thota-para-7: ಭಾಗಲಕೋಟೆ-ವಿಜಯಪುರ ಜಿಲ್ಲೆಗಳ ನೀರಾವರಿ ಪ್ರದೇಶಗಳಲ್ಲಿ ದಾಳಿಂಬೆ, ದ್ರಾಕ್ಷಿ, ಬಾಳೆ ಬೆಳೆಗಳ ವಿಸ್ತೀರ್ಣ ಹೆಚ್ಚುತ್ತಿದ್ದು ರೈತರಿಗೆ ತಾಂತ್ರಿಕ ಮಾಹಿತಿ ಒದಗಿಸುವಲ್ಲಿ ವಿಶ್ವವಿದ್ಯಾಲಯ ಮಹತ್ವದ ಪಾತ್ರ ವಹಿಸುತ್ತಿದೆ ಎಂದು ತಿಳಿಸಿದರು.	[398, 902, 544, 943]
paper-name-box	[768, 28, 914, 50]
sanjeeva-body: ಗದಗ,ಡಿ.23: ನಗರದ ಜಿಮ್ಸ್ ಸರ್ಕಾರಿ ಆಸ್ಪತ್ರೆಯ ವೈದ್ಯಾಧಿಕಾರಿ ಡಾ.ಸಂಜೀವ ಹರಳಯ್ಯ ಅವರನ್ನು ರಾಜ್ಯ ಸರ್ಕಾರದ ಆರೋಗ್ಯ ಇಲಾಖೆಯ ಸಮಿತಿಯ ಸದಸ್ಯರನ್ನಾಗಿ ನೇಮಕ ಮಾಡಲಾಗಿದೆ.	[32, 1262, 164, 1302]
registration-dot	[625, 1444, 634, 1453]
vrukshathon-photo	[28, 104, 292, 262]
gandhi-bharat-logo	[406, 1212, 540, 1346]
logo-unit: ವರ್ಷ	[508, 1302, 525, 1312]
congress-para-3: ಸಭೆಯಲ್ಲಿ ಜಿಲ್ಲಾ ಕಾಂಗ್ರೆಸ್ ಅಧ್ಯಕ್ಷರು, ಮಾಜಿ ಶಾಸಕರು, ನಗರಸಭೆ ಸದಸ್ಯರು, ಮಹಿಳಾ ಕಾಂಗ್ರೆಸ್, ಯುವ ಕಾಂಗ್ರೆಸ್, ಸೇವಾದಳ, ವಿದ್ಯಾರ್ಥಿ ಕಾಂಗ್ರೆಸ್ ಘಟಕಗಳ ಪದಾಧಿಕಾರಿಗಳು ಹಾಗೂ ಕಾರ್ಯಕರ್ತರು ಪಾಲ್ಗೊಂಡಿದ್ದರು.	[400, 1350, 546, 1390]
lead-headline: ವಿಜಯಪುರ : ವೃಕ್ಷಥಾನ್ ಪಾರಂಪರಿಕ ಓಟ-2024ಕ್ಕೆ ಚಾಲನೆ	[157, 69, 571, 91]
registration-dot	[856, 1444, 865, 1453]
lead-col-4	[426, 104, 558, 614]
